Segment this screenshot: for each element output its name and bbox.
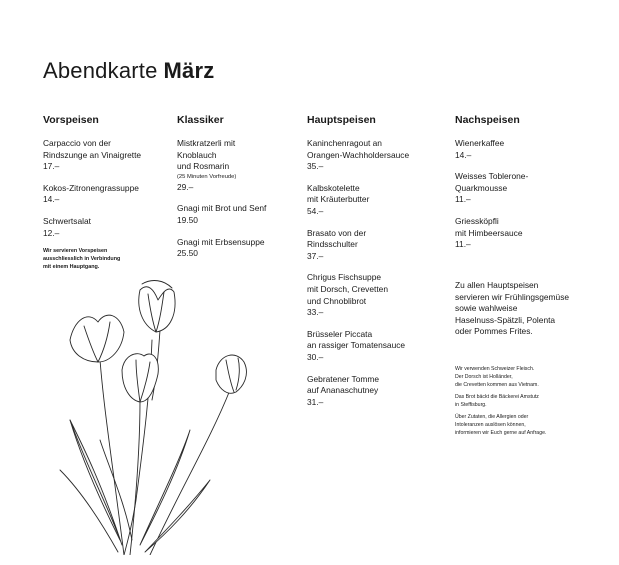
item-name: Kokos-Zitronengrassuppe <box>43 182 139 193</box>
item-price: 17.– <box>43 161 60 172</box>
footnote <box>455 393 605 409</box>
item-name: mit Kräuterbutter <box>307 194 370 205</box>
side-line: servieren wir Frühlingsgemüse <box>455 291 570 302</box>
footnote-line: Der Dorsch ist Holländer, <box>455 374 513 380</box>
item-price: 11.– <box>455 239 471 250</box>
item-name: Weisses Toblerone- <box>455 171 529 182</box>
item-name: Schwertsalat <box>43 215 91 226</box>
heading-hauptspeisen: Hauptspeisen <box>307 114 376 126</box>
page-title <box>43 58 214 84</box>
item-price: 19.50 <box>177 214 198 225</box>
side-line: Haselnuss-Spätzli, Polenta <box>455 314 556 325</box>
item-price: 54.– <box>307 205 324 216</box>
side-dishes-text <box>455 280 605 338</box>
item-name: Griessköpfli <box>455 215 499 226</box>
item-name: Carpaccio von der <box>43 138 111 148</box>
item-name: und Chnoblibrot <box>307 295 367 306</box>
item-name: Rindszunge an Vinaigrette <box>43 149 142 160</box>
menu-item <box>43 183 165 206</box>
item-price: 35.– <box>307 161 324 172</box>
note-line: mit einem Hauptgang. <box>43 264 100 271</box>
footnote <box>455 365 605 389</box>
item-name: Gnagi mit Erbsensuppe <box>177 236 265 247</box>
heading-klassiker: Klassiker <box>177 114 224 126</box>
menu-item <box>43 138 165 173</box>
footnote-line: Das Brot bäckt die Bäckerei Amstutz <box>455 394 539 400</box>
tulip-bouquet-icon <box>40 270 280 555</box>
item-name: Brüsseler Piccata <box>307 328 373 339</box>
heading-nachspeisen: Nachspeisen <box>455 114 520 126</box>
item-name: Kaninchenragout an <box>307 138 382 148</box>
side-line: Zu allen Hauptspeisen <box>455 280 539 290</box>
menu-item <box>455 138 605 161</box>
item-price: 14.– <box>43 194 60 205</box>
item-name: und Rosmarin <box>177 161 230 172</box>
item-name: mit Dorsch, Crevetten <box>307 283 388 294</box>
menu-item <box>307 374 447 409</box>
item-name: Brasato von der <box>307 227 367 238</box>
menu-item <box>307 329 447 364</box>
menu-item <box>455 216 605 251</box>
footnote-line: Wir verwenden Schweizer Fleisch. <box>455 366 535 372</box>
item-name: Rindsschulter <box>307 239 358 250</box>
item-note: (25 Minuten Vorfreude) <box>177 173 237 180</box>
menu-item <box>43 216 165 239</box>
title-bold: März <box>163 58 215 83</box>
item-name: Gnagi mit Brot und Senf <box>177 203 267 214</box>
note-line: ausschliesslich in Verbindung <box>43 256 121 263</box>
menu-item <box>307 183 447 218</box>
side-line: oder Pommes Frites. <box>455 326 533 337</box>
item-name: mit Himbeersauce <box>455 227 523 238</box>
footnote-line: Über Zutaten, die Allergien oder <box>455 414 529 420</box>
item-name: Chrigus Fischsuppe <box>307 272 382 283</box>
menu-item <box>177 138 289 193</box>
footnote-line: Intoleranzen auslösen können, <box>455 422 526 428</box>
footnote-line: in Steffisburg. <box>455 402 487 408</box>
menu-item <box>177 237 289 260</box>
footnotes <box>455 365 605 441</box>
item-price: 31.– <box>307 396 324 407</box>
item-name: Wienerkaffee <box>455 138 505 148</box>
item-price: 37.– <box>307 250 324 261</box>
menu-item <box>307 138 447 173</box>
column-nachspeisen <box>455 114 605 261</box>
footnote-line: die Crevetten kommen aus Vietnam. <box>455 382 539 388</box>
item-price: 14.– <box>455 149 472 160</box>
footnote-line: informieren wir Euch gerne auf Anfrage. <box>455 430 547 436</box>
item-name: an rassiger Tomatensauce <box>307 340 406 351</box>
item-name: Quarkmousse <box>455 182 508 193</box>
item-name: Mistkratzerli mit <box>177 138 236 148</box>
item-name: Orangen-Wachholdersauce <box>307 149 410 160</box>
item-price: 25.50 <box>177 248 198 259</box>
heading-vorspeisen: Vorspeisen <box>43 114 99 126</box>
menu-item <box>307 272 447 318</box>
note-line: Wir servieren Vorspeisen <box>43 248 108 255</box>
item-price: 33.– <box>307 307 324 318</box>
column-vorspeisen <box>43 114 165 271</box>
item-price: 12.– <box>43 227 60 238</box>
item-name: Gebratener Tomme <box>307 373 379 384</box>
item-name: auf Ananaschutney <box>307 385 379 396</box>
column-hauptspeisen <box>307 114 447 418</box>
footnote <box>455 413 605 437</box>
item-name: Kalbskotelette <box>307 182 360 193</box>
column-klassiker <box>177 114 289 270</box>
side-line: sowie wahlweise <box>455 303 518 314</box>
menu-item <box>455 171 605 206</box>
item-name: Knoblauch <box>177 149 217 160</box>
menu-item <box>177 203 289 226</box>
menu-item <box>307 228 447 263</box>
vorspeisen-note <box>43 247 165 271</box>
item-price: 29.– <box>177 181 194 192</box>
item-price: 30.– <box>307 351 324 362</box>
title-light: Abendkarte <box>43 58 158 83</box>
item-price: 11.– <box>455 194 471 205</box>
